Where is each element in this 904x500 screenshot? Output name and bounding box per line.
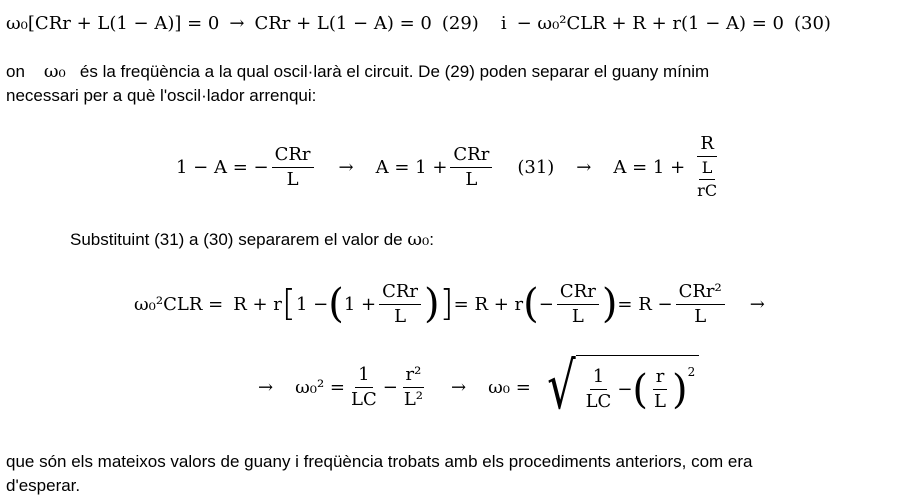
fraction-r-l: $\frac{r}{L}$ <box>654 366 666 412</box>
arrow: → <box>338 156 354 178</box>
fraction-r-over-l-rc: $\frac{R}{\frac{L}{rC}}$ <box>688 134 726 200</box>
conjunction: i <box>500 12 507 34</box>
eq-part1: ω₀[CRr + L(1 − A)] = 0 <box>6 12 220 34</box>
left-bracket: [ <box>281 283 296 324</box>
exponent: 2 <box>687 364 696 379</box>
sub-t3: 1 + <box>343 293 377 315</box>
arrow: → <box>576 156 592 178</box>
sub-eq2: = R + r <box>453 293 524 315</box>
final-minus: − <box>617 379 633 400</box>
paragraph-1-line-1 <box>6 60 709 84</box>
para1-word-on: on <box>6 62 25 81</box>
radical-sign-icon: √ <box>546 350 576 424</box>
fraction-1-lc: $\frac{1}{LC}$ <box>351 363 377 410</box>
arrow: → <box>451 376 467 398</box>
eq-number-29: (29) <box>441 12 479 34</box>
arrow: → <box>229 12 245 34</box>
fraction-r2-l2: $\frac{\text{r²}}{\text{L²}}$ <box>403 363 424 410</box>
eq31-mid: A = 1 + <box>375 156 448 178</box>
fraction-crr-l: $\frac{\text{CRr}}{L}$ <box>379 282 421 327</box>
para2-text: Substituint (31) a (30) separarem el valor de <box>70 230 403 249</box>
sub-lhs: ω₀²CLR = <box>134 293 224 315</box>
eq-part2: CRr + L(1 − A) = 0 <box>254 12 432 34</box>
square-root <box>541 350 699 424</box>
equation-final <box>258 350 699 424</box>
eq-part3: − ω₀²CLR + R + r(1 − A) = 0 <box>516 12 784 34</box>
eq-number-30: (30) <box>794 12 831 34</box>
paragraph-3-line-1: que són els mateixos valors de guany i freqüència trobats amb els procediments anteriors, com era <box>6 452 753 471</box>
fraction-1-lc: $\frac{1}{LC}$ <box>585 366 612 412</box>
final-lhs2: ω₀ = <box>488 376 531 398</box>
sub-eq3: = R − <box>617 293 673 315</box>
paragraph-2 <box>70 228 434 252</box>
left-paren: ( <box>523 281 539 327</box>
right-paren: ) <box>671 366 688 413</box>
final-minus: − <box>382 376 398 398</box>
right-paren: ) <box>601 281 618 327</box>
eq31-rhs: A = 1 + <box>613 156 686 178</box>
sub-minus: − <box>538 293 554 315</box>
left-paren: ( <box>632 366 649 413</box>
paragraph-3-line-2: d'esperar. <box>6 476 81 495</box>
equation-31 <box>176 126 729 208</box>
equation-29-30 <box>6 8 831 38</box>
sub-t2: 1 − <box>295 293 329 315</box>
omega-symbol: ω₀ <box>407 229 430 250</box>
colon: : <box>429 230 434 249</box>
paragraph-1-line-2: necessari per a què l'oscil·lador arrenqui: <box>6 86 317 105</box>
fraction-crr2-l: $\frac{\text{CRr²}}{L}$ <box>676 282 725 327</box>
final-lhs: ω₀² = <box>295 376 346 398</box>
equation-substitution <box>134 272 765 336</box>
fraction-crr-l: $\frac{\text{CRr}}{L}$ <box>557 282 599 327</box>
arrow: → <box>749 293 765 315</box>
right-paren: ) <box>424 281 440 327</box>
sub-t1: R + r <box>233 293 282 315</box>
omega-symbol: ω₀ <box>43 61 66 82</box>
eq31-lhs: 1 − A = − <box>176 156 269 178</box>
arrow: → <box>258 376 274 398</box>
fraction-l-rc: $\frac{L}{rC}$ <box>697 158 718 200</box>
para1-text: és la freqüència a la qual oscil·larà el circuit. De (29) poden separar el guany mínim <box>79 62 710 81</box>
fraction-crr-l: $\frac{\text{CRr}}{L}$ <box>450 145 492 190</box>
fraction-crr-l: $\frac{\text{CRr}}{L}$ <box>272 145 314 190</box>
right-bracket: ] <box>439 283 454 324</box>
eq-number-31: (31) <box>517 156 555 178</box>
left-paren: ( <box>328 281 344 327</box>
